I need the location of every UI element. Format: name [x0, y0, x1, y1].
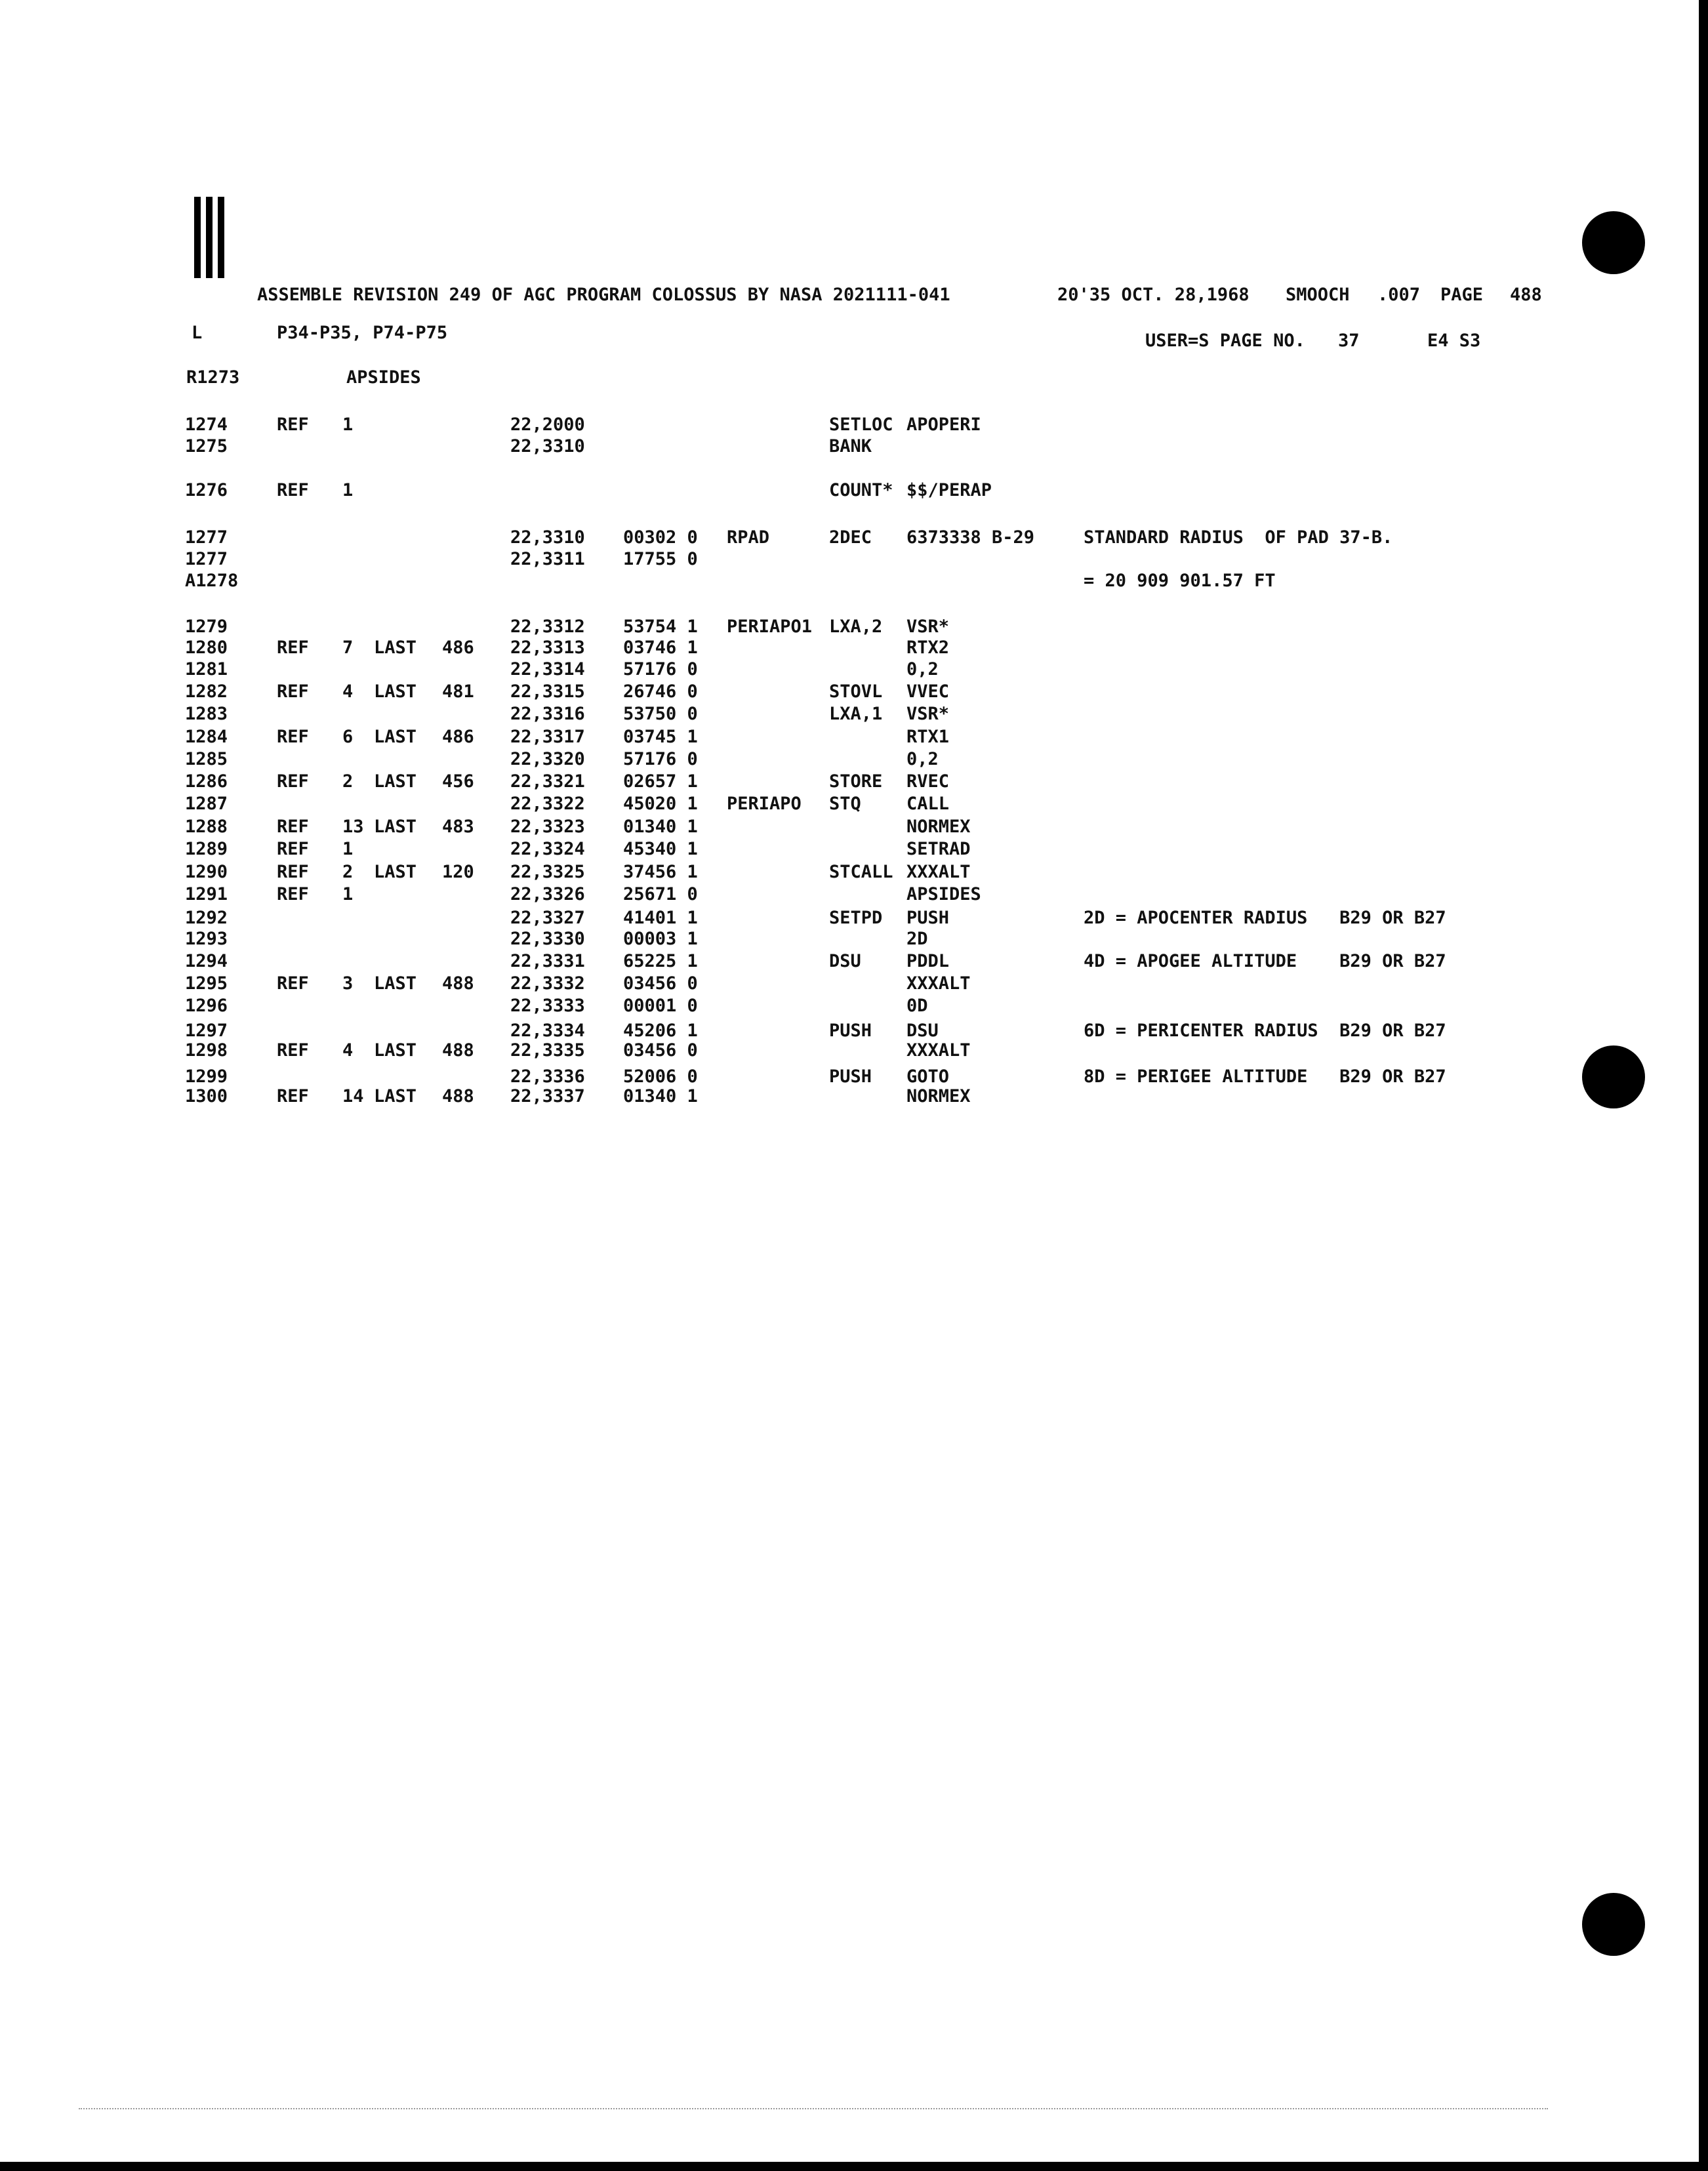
- line-number: 1277: [185, 527, 228, 548]
- comment: = 20 909 901.57 FT: [1084, 571, 1276, 591]
- users-page-label: USER=S PAGE NO.: [1145, 331, 1305, 351]
- opcode: DSU: [829, 951, 861, 971]
- address: 22,3325: [510, 862, 585, 882]
- operand: APOPERI: [906, 415, 981, 435]
- line-number: 1295: [185, 973, 228, 994]
- operand: PUSH: [906, 908, 950, 928]
- address: 22,3323: [510, 817, 585, 837]
- ref-count: 1: [342, 839, 354, 859]
- line-number: 1280: [185, 638, 228, 658]
- octal-word: 25671 0: [623, 884, 698, 904]
- address: 22,3315: [510, 681, 585, 702]
- octal-word: 01340 1: [623, 817, 698, 837]
- operand: 2D: [906, 929, 928, 949]
- ref-count: 1: [342, 415, 354, 435]
- last-page: 483: [442, 817, 474, 837]
- line-number: 1299: [185, 1066, 228, 1087]
- operand: XXXALT: [906, 862, 971, 882]
- line-number: 1286: [185, 771, 228, 792]
- ref-count: 14: [342, 1086, 364, 1106]
- opcode: PUSH: [829, 1021, 872, 1041]
- last-page: 488: [442, 973, 474, 994]
- ref-flag: REF: [277, 839, 309, 859]
- ref-count: 2: [342, 862, 354, 882]
- ref-count: 1: [342, 480, 354, 500]
- operand: 0,2: [906, 659, 939, 680]
- operand: GOTO: [906, 1066, 950, 1087]
- octal-word: 00003 1: [623, 929, 698, 949]
- line-number: 1290: [185, 862, 228, 882]
- operand: CALL: [906, 794, 950, 814]
- binder-hole-middle: [1582, 1045, 1645, 1108]
- ref-flag: REF: [277, 1086, 309, 1106]
- address: 22,3317: [510, 727, 585, 747]
- address: 22,3313: [510, 638, 585, 658]
- ref-flag: REF: [277, 638, 309, 658]
- line-number: 1297: [185, 1021, 228, 1041]
- address: 22,3321: [510, 771, 585, 792]
- line-number: 1281: [185, 659, 228, 680]
- opcode: SETPD: [829, 908, 883, 928]
- opcode: COUNT*: [829, 480, 893, 500]
- users-page-number: 37: [1338, 331, 1360, 351]
- octal-word: 57176 0: [623, 659, 698, 680]
- line-number: A1278: [185, 571, 239, 591]
- page-label: PAGE: [1440, 285, 1484, 305]
- last-page: 456: [442, 771, 474, 792]
- line-number: 1293: [185, 929, 228, 949]
- comment: 8D = PERIGEE ALTITUDE B29 OR B27: [1084, 1066, 1446, 1087]
- opcode: STOVL: [829, 681, 883, 702]
- opcode: SETLOC: [829, 415, 893, 435]
- version: .007: [1377, 285, 1421, 305]
- octal-word: 37456 1: [623, 862, 698, 882]
- address: 22,3330: [510, 929, 585, 949]
- address: 22,3327: [510, 908, 585, 928]
- octal-word: 01340 1: [623, 1086, 698, 1106]
- last-flag: LAST: [374, 1086, 417, 1106]
- line-number: 1296: [185, 996, 228, 1016]
- line-number: 1288: [185, 817, 228, 837]
- line-number: 1274: [185, 415, 228, 435]
- last-flag: LAST: [374, 1040, 417, 1061]
- octal-word: 02657 1: [623, 771, 698, 792]
- octal-word: 41401 1: [623, 908, 698, 928]
- operand: 0,2: [906, 749, 939, 769]
- opcode: PUSH: [829, 1066, 872, 1087]
- comment: STANDARD RADIUS OF PAD 37-B.: [1084, 527, 1393, 548]
- ref-flag: REF: [277, 415, 309, 435]
- operand: VSR*: [906, 617, 950, 637]
- line-number: 1298: [185, 1040, 228, 1061]
- printer-marker-bars: [194, 197, 234, 278]
- binder-hole-top: [1582, 211, 1645, 274]
- octal-word: 00302 0: [623, 527, 698, 548]
- listing-type-tag: L: [192, 323, 203, 343]
- line-number: 1283: [185, 704, 228, 724]
- operand: RTX1: [906, 727, 950, 747]
- address: 22,3320: [510, 749, 585, 769]
- address: 22,3326: [510, 884, 585, 904]
- ref-count: 7: [342, 638, 354, 658]
- scan-artifact-line: [79, 2108, 1548, 2109]
- ref-count: 6: [342, 727, 354, 747]
- octal-word: 45340 1: [623, 839, 698, 859]
- ref-flag: REF: [277, 973, 309, 994]
- octal-word: 45020 1: [623, 794, 698, 814]
- opcode: LXA,1: [829, 704, 883, 724]
- ref-flag: REF: [277, 681, 309, 702]
- line-number: 1287: [185, 794, 228, 814]
- address: 22,3311: [510, 549, 585, 569]
- line-number: 1279: [185, 617, 228, 637]
- address: 22,3333: [510, 996, 585, 1016]
- address: 22,3334: [510, 1021, 585, 1041]
- line-number: 1276: [185, 480, 228, 500]
- octal-word: 57176 0: [623, 749, 698, 769]
- operand: APSIDES: [906, 884, 981, 904]
- octal-word: 17755 0: [623, 549, 698, 569]
- line-number: 1292: [185, 908, 228, 928]
- octal-word: 53754 1: [623, 617, 698, 637]
- line-number: 1289: [185, 839, 228, 859]
- operand: $$/PERAP: [906, 480, 992, 500]
- address: 22,3310: [510, 436, 585, 457]
- line-number: 1277: [185, 549, 228, 569]
- octal-word: 00001 0: [623, 996, 698, 1016]
- operand: SETRAD: [906, 839, 971, 859]
- octal-word: 03745 1: [623, 727, 698, 747]
- ref-flag: REF: [277, 771, 309, 792]
- operand: NORMEX: [906, 1086, 971, 1106]
- last-flag: LAST: [374, 862, 417, 882]
- ref-flag: REF: [277, 862, 309, 882]
- operand: 6373338 B-29: [906, 527, 1035, 548]
- last-page: 488: [442, 1086, 474, 1106]
- operand: DSU: [906, 1021, 939, 1041]
- comment: 2D = APOCENTER RADIUS B29 OR B27: [1084, 908, 1446, 928]
- operand: PDDL: [906, 951, 950, 971]
- ref-count: 4: [342, 681, 354, 702]
- address: 22,3312: [510, 617, 585, 637]
- octal-word: 26746 0: [623, 681, 698, 702]
- address: 22,3310: [510, 527, 585, 548]
- line-number: 1294: [185, 951, 228, 971]
- ref-count: 13: [342, 817, 364, 837]
- address: 22,3336: [510, 1066, 585, 1087]
- comment: 6D = PERICENTER RADIUS B29 OR B27: [1084, 1021, 1446, 1041]
- ref-flag: REF: [277, 480, 309, 500]
- opcode: BANK: [829, 436, 872, 457]
- opcode: STCALL: [829, 862, 893, 882]
- last-page: 486: [442, 638, 474, 658]
- opcode: 2DEC: [829, 527, 872, 548]
- last-flag: LAST: [374, 817, 417, 837]
- scan-border-bottom: [0, 2162, 1708, 2171]
- last-page: 120: [442, 862, 474, 882]
- last-page: 486: [442, 727, 474, 747]
- line-number: 1291: [185, 884, 228, 904]
- last-flag: LAST: [374, 681, 417, 702]
- octal-word: 65225 1: [623, 951, 698, 971]
- line-number: 1285: [185, 749, 228, 769]
- octal-word: 03456 0: [623, 973, 698, 994]
- comment: 4D = APOGEE ALTITUDE B29 OR B27: [1084, 951, 1446, 971]
- operand: XXXALT: [906, 1040, 971, 1061]
- address: 22,3316: [510, 704, 585, 724]
- ref-count: 1: [342, 884, 354, 904]
- line-number: 1284: [185, 727, 228, 747]
- print-timestamp: 20'35 OCT. 28,1968: [1057, 285, 1250, 305]
- last-flag: LAST: [374, 638, 417, 658]
- octal-word: 45206 1: [623, 1021, 698, 1041]
- octal-word: 52006 0: [623, 1066, 698, 1087]
- address: 22,3332: [510, 973, 585, 994]
- address: 22,3314: [510, 659, 585, 680]
- line-number: 1300: [185, 1086, 228, 1106]
- scan-border-right: [1699, 0, 1708, 2171]
- operand: RTX2: [906, 638, 950, 658]
- ref-count: 3: [342, 973, 354, 994]
- operand: VSR*: [906, 704, 950, 724]
- opcode: STORE: [829, 771, 883, 792]
- address: 22,3337: [510, 1086, 585, 1106]
- octal-word: 03456 0: [623, 1040, 698, 1061]
- symbol-label: PERIAPO1: [727, 617, 813, 637]
- address: 22,3324: [510, 839, 585, 859]
- address: 22,3331: [510, 951, 585, 971]
- operand: XXXALT: [906, 973, 971, 994]
- octal-word: 03746 1: [623, 638, 698, 658]
- assembly-title: ASSEMBLE REVISION 249 OF AGC PROGRAM COLOSSUS BY NASA 2021111-041: [257, 285, 950, 305]
- ref-flag: REF: [277, 727, 309, 747]
- ref-code: E4 S3: [1427, 331, 1481, 351]
- address: 22,3322: [510, 794, 585, 814]
- binder-hole-bottom: [1582, 1893, 1645, 1956]
- ref-count: 2: [342, 771, 354, 792]
- octal-word: 53750 0: [623, 704, 698, 724]
- section-title: P34-P35, P74-P75: [277, 323, 448, 343]
- symbol-label: PERIAPO: [727, 794, 802, 814]
- ref-flag: REF: [277, 884, 309, 904]
- symbol-label: RPAD: [727, 527, 770, 548]
- operand: 0D: [906, 996, 928, 1016]
- address: 22,2000: [510, 415, 585, 435]
- last-flag: LAST: [374, 727, 417, 747]
- opcode: LXA,2: [829, 617, 883, 637]
- ref-flag: REF: [277, 1040, 309, 1061]
- operand: NORMEX: [906, 817, 971, 837]
- last-page: 488: [442, 1040, 474, 1061]
- last-flag: LAST: [374, 771, 417, 792]
- operand: VVEC: [906, 681, 950, 702]
- line-number: 1282: [185, 681, 228, 702]
- line-number: 1275: [185, 436, 228, 457]
- opcode: STQ: [829, 794, 861, 814]
- address: 22,3335: [510, 1040, 585, 1061]
- user-name: SMOOCH: [1286, 285, 1350, 305]
- routine-line-number: R1273: [186, 367, 240, 388]
- routine-name: APSIDES: [346, 367, 421, 388]
- page-number: 488: [1510, 285, 1542, 305]
- operand: RVEC: [906, 771, 950, 792]
- last-page: 481: [442, 681, 474, 702]
- ref-count: 4: [342, 1040, 354, 1061]
- ref-flag: REF: [277, 817, 309, 837]
- last-flag: LAST: [374, 973, 417, 994]
